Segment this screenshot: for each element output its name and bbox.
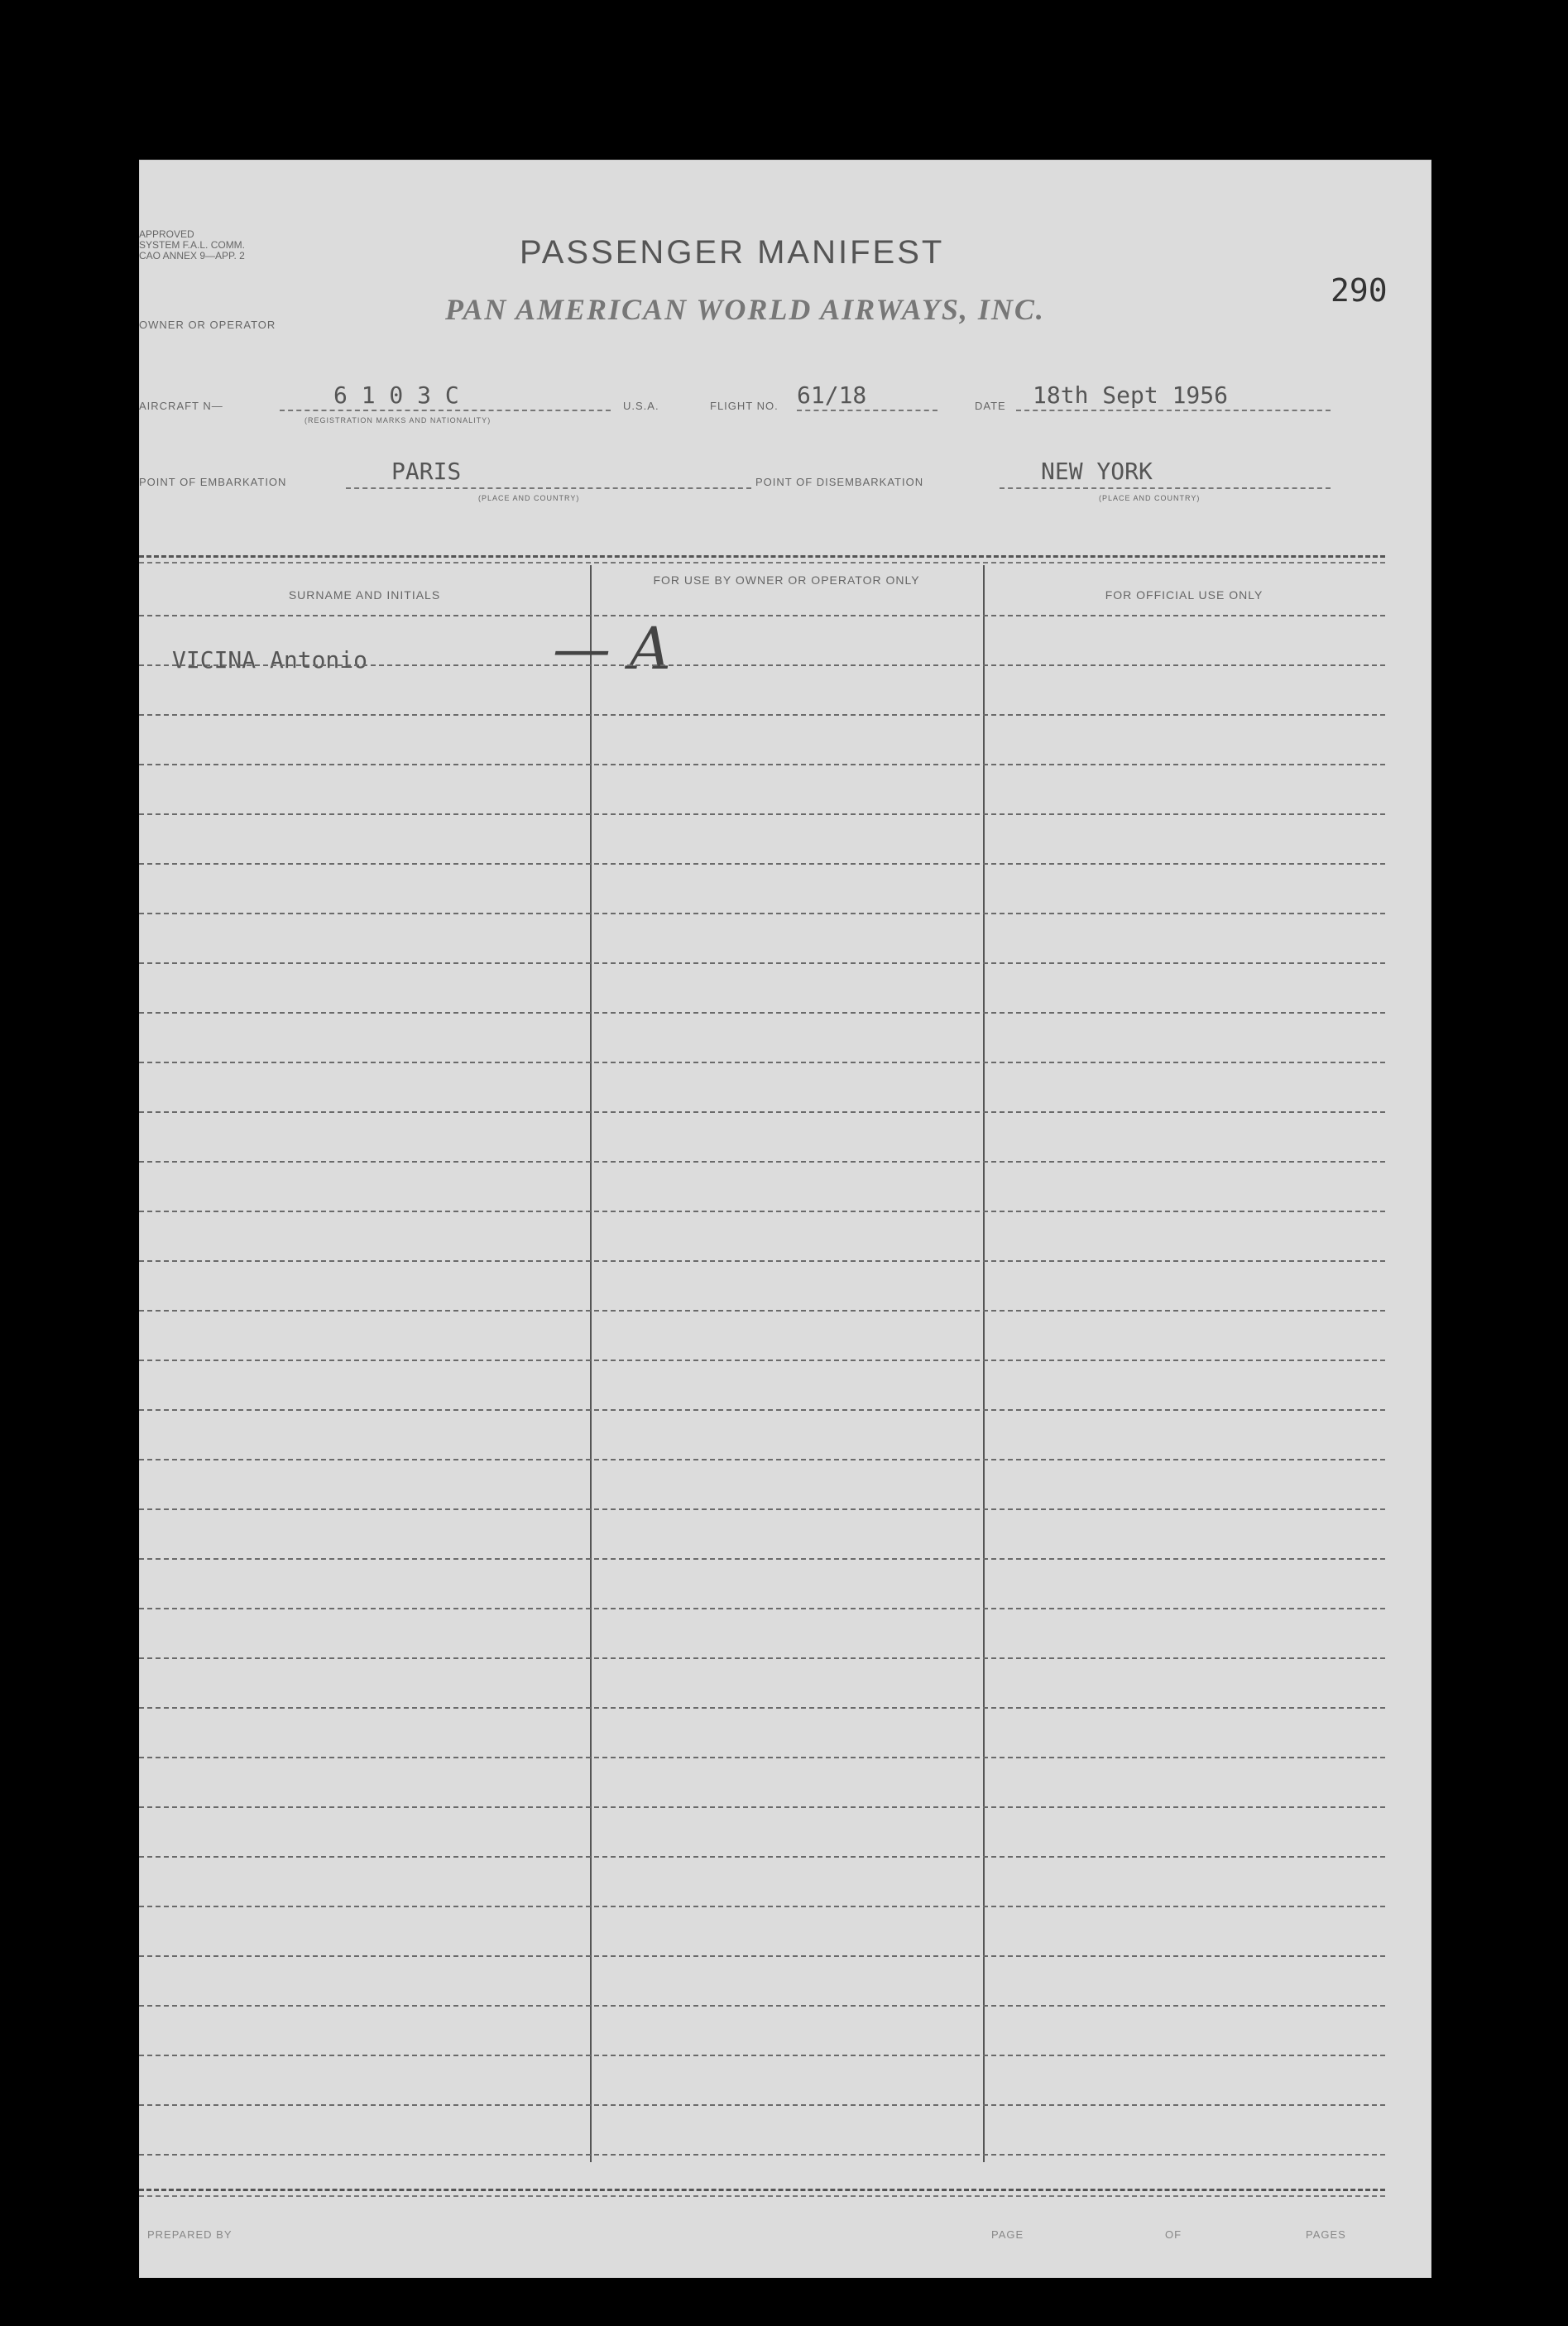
of-label: OF — [1165, 2228, 1182, 2241]
table-top-rule — [139, 555, 1385, 558]
column-divider-1 — [590, 565, 592, 2162]
column-header-owner: FOR USE BY OWNER OR OPERATOR ONLY — [653, 573, 920, 587]
passenger-table — [139, 565, 1385, 2162]
table-row-line — [139, 813, 1385, 815]
table-row-line — [139, 1657, 1385, 1659]
approval-note: APPROVED SYSTEM F.A.L. COMM. CAO ANNEX 9—APP. 2 — [139, 228, 246, 261]
disembark-label: POINT OF DISEMBARKATION — [755, 476, 924, 488]
date-rule — [1016, 410, 1331, 411]
aircraft-rule — [280, 410, 611, 411]
disembark-value: NEW YORK — [1041, 458, 1153, 485]
column-header-name: SURNAME AND INITIALS — [288, 588, 441, 602]
table-row-line — [139, 1558, 1385, 1560]
embark-label: POINT OF EMBARKATION — [139, 476, 287, 488]
embark-rule — [346, 487, 751, 489]
manifest-sheet — [139, 160, 1431, 2278]
page-number: 290 — [1331, 272, 1388, 309]
table-row-line — [139, 1906, 1385, 1907]
registration-caption: (REGISTRATION MARKS AND NATIONALITY) — [304, 416, 491, 424]
flight-rule — [797, 410, 937, 411]
country-label: U.S.A. — [623, 400, 659, 412]
prepared-label: PREPARED BY — [147, 2228, 233, 2241]
aircraft-label: AIRCRAFT N— — [139, 400, 223, 412]
table-row-line — [139, 1310, 1385, 1312]
owner-mark: — A — [553, 615, 671, 683]
page-title: PASSENGER MANIFEST — [520, 234, 945, 271]
pages-label: PAGES — [1306, 2228, 1346, 2241]
date-value: 18th Sept 1956 — [1033, 381, 1229, 409]
flight-value: 61/18 — [797, 381, 867, 409]
table-row-line — [139, 2005, 1385, 2007]
table-row-line — [139, 1806, 1385, 1808]
flight-label: FLIGHT NO. — [710, 400, 779, 412]
table-row-line — [139, 2104, 1385, 2106]
table-row-line — [139, 615, 1385, 616]
table-row-line — [139, 2055, 1385, 2056]
date-label: DATE — [975, 400, 1006, 412]
table-row-line — [139, 764, 1385, 765]
table-row-line — [139, 1211, 1385, 1212]
table-row-line — [139, 2154, 1385, 2156]
table-bottom-rule — [139, 2189, 1385, 2191]
table-row-line — [139, 1608, 1385, 1609]
aircraft-value: 6 1 0 3 C — [333, 381, 459, 409]
table-row-line — [139, 1062, 1385, 1063]
table-row-line — [139, 1161, 1385, 1163]
table-bottom-rule-2 — [139, 2195, 1385, 2197]
table-row-line — [139, 863, 1385, 865]
table-row-line — [139, 714, 1385, 716]
table-row-line — [139, 1360, 1385, 1361]
table-row-line — [139, 1111, 1385, 1113]
disembark-caption: (PLACE AND COUNTRY) — [1099, 494, 1201, 502]
column-header-official: FOR OFFICIAL USE ONLY — [1105, 588, 1264, 602]
airline-name: PAN AMERICAN WORLD AIRWAYS, INC. — [445, 293, 1045, 326]
table-row-line — [139, 1707, 1385, 1709]
table-row-line — [139, 1459, 1385, 1460]
page-label: PAGE — [991, 2228, 1024, 2241]
table-row-line — [139, 664, 1385, 666]
column-divider-2 — [983, 565, 985, 2162]
table-row-line — [139, 1955, 1385, 1957]
table-row-line — [139, 962, 1385, 964]
table-row-line — [139, 1856, 1385, 1858]
embark-caption: (PLACE AND COUNTRY) — [478, 494, 580, 502]
table-row-line — [139, 1409, 1385, 1411]
table-top-rule-2 — [139, 562, 1385, 564]
table-row-line — [139, 1012, 1385, 1014]
table-row-line — [139, 1757, 1385, 1758]
table-row-line — [139, 1260, 1385, 1262]
disembark-rule — [1000, 487, 1331, 489]
table-row-line — [139, 1508, 1385, 1510]
table-row-line — [139, 913, 1385, 914]
embark-value: PARIS — [391, 458, 462, 485]
passenger-name: VICINA Antonio — [172, 646, 368, 674]
owner-label: OWNER OR OPERATOR — [139, 319, 276, 331]
